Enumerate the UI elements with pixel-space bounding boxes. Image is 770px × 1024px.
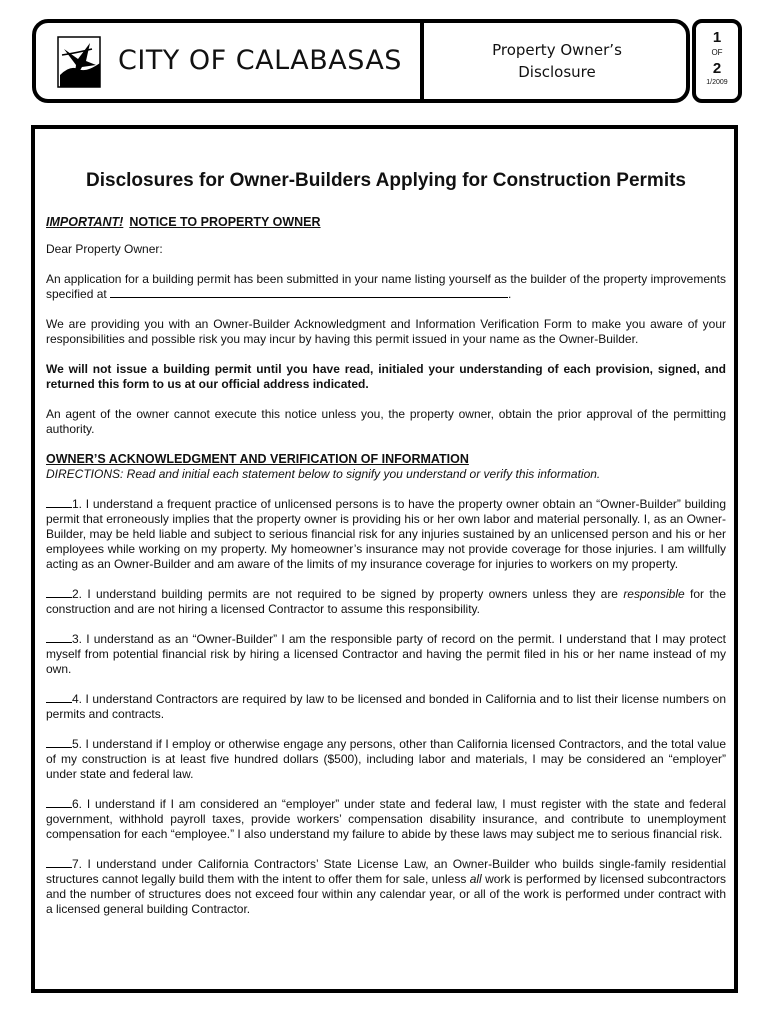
statement-7-text-a: 7. I understand under California Contractors’ State License Law, an Owner-Builder who builds single-family residential structures cannot legally build them with the intent to offer them for sale, unless <box>46 857 726 886</box>
salutation: Dear Property Owner: <box>46 242 163 256</box>
statement-2 <box>46 587 726 617</box>
city-name: CITY OF CALABASAS <box>118 45 402 76</box>
statement-4-text: 4. I understand Contractors are required by law to be licensed and bonded in California and to list their license numbers on permits and contracts. <box>46 692 726 721</box>
agent-paragraph: An agent of the owner cannot execute this notice unless you, the property owner, obtain the prior approval of the permitting authority. <box>46 407 726 436</box>
statement-5-text: 5. I understand if I employ or otherwise engage any persons, other than California licensed Contractors, and the total value of my construction is at least five hundred dollars ($500), including labor and materials, I may be considered an “employer” under state and federal law. <box>46 737 726 781</box>
form-header <box>32 19 690 103</box>
statement-3 <box>46 632 726 677</box>
statement-7-text-b: work is performed by licensed subcontractors and the number of structures does not exceed four within any calendar year, or all of the work is performed under contract with a licensed general building Contractor. <box>46 872 726 916</box>
form-title-line1: Property Owner’s <box>492 41 622 59</box>
property-address-blank[interactable] <box>110 287 508 298</box>
statement-7 <box>46 857 726 917</box>
intro-paragraph <box>46 272 726 302</box>
warning-paragraph: We will not issue a building permit until you have read, initialed your understanding of each provision, signed, and returned this form to us at our official address indicated. <box>46 362 726 391</box>
city-logo-icon <box>56 35 102 89</box>
initial-blank-2[interactable] <box>46 587 72 598</box>
form-title <box>424 23 690 99</box>
statement-1-text: 1. I understand a frequent practice of unlicensed persons is to have the property owner obtain an “Owner-Builder” building permit that erroneously implies that the property owner is providing his or her own labor and material personally. I, as an Owner-Builder, may be held liable and subject to serious financial risk for any injuries sustained by an unlicensed person and his or her employees while working on my property. My homeowner’s insurance may not provide coverage for those injuries. I am willfully acting as an Owner-Builder and am aware of the limits of my insurance coverage for injuries to workers on my property. <box>46 497 726 571</box>
page-current: 1 <box>712 29 722 46</box>
notice-text: NOTICE TO PROPERTY OWNER <box>129 215 321 229</box>
directions: DIRECTIONS: Read and initial each statement below to signify you understand or verify this information. <box>46 467 601 481</box>
acknowledgment-heading: OWNER’S ACKNOWLEDGMENT AND VERIFICATION OF INFORMATION <box>46 452 469 466</box>
document-title: Disclosures for Owner-Builders Applying for Construction Permits <box>86 170 686 191</box>
important-label: IMPORTANT! <box>46 215 124 229</box>
statement-5 <box>46 737 726 782</box>
page-total: 2 <box>712 60 722 77</box>
statement-2-text-b: for the construction and are not hiring a licensed Contractor to assume this responsibility. <box>46 587 727 616</box>
statement-3-text: 3. I understand as an “Owner-Builder” I am the responsible party of record on the permit. I understand that I may protect myself from potential financial risk by hiring a licensed Contractor and having the permit filed in his or her name instead of my own. <box>46 632 726 676</box>
form-date: 1/2009 <box>706 79 728 86</box>
form-title-line2: Disclosure <box>518 63 596 81</box>
statement-4 <box>46 692 726 722</box>
intro-end: . <box>508 287 512 301</box>
statement-7-emphasis: all <box>469 872 482 886</box>
initial-blank-1[interactable] <box>46 497 72 508</box>
initial-blank-4[interactable] <box>46 692 72 703</box>
initial-blank-3[interactable] <box>46 632 72 643</box>
page-of: OF <box>711 48 723 57</box>
purpose-paragraph: We are providing you with an Owner-Builder Acknowledgment and Information Verification Form to make you aware of your responsibilities and possible risk you may incur by having this permit issued in your name as the Owner-Builder. <box>46 317 726 346</box>
statement-6-text: 6. I understand if I am considered an “employer” under state and federal law, I must register with the state and federal government, withhold payroll taxes, provide workers’ compensation disability insurance, and contribute to unemployment compensation for each “employee.” I also understand my failure to abide by these laws may subject me to serious financial risk. <box>46 797 726 841</box>
disclosure-body <box>31 125 738 993</box>
statement-2-text-a: 2. I understand building permits are not required to be signed by property owners unless they are <box>72 587 624 601</box>
notice-heading <box>46 215 726 230</box>
initial-blank-5[interactable] <box>46 737 72 748</box>
statement-2-emphasis: responsible <box>623 587 685 601</box>
initial-blank-6[interactable] <box>46 797 72 808</box>
statement-6 <box>46 797 726 842</box>
intro-text: An application for a building permit has been submitted in your name listing yourself as the builder of the property improvements specified at <box>46 272 726 301</box>
page-indicator <box>692 19 742 103</box>
initial-blank-7[interactable] <box>46 857 72 868</box>
statement-1 <box>46 497 726 572</box>
